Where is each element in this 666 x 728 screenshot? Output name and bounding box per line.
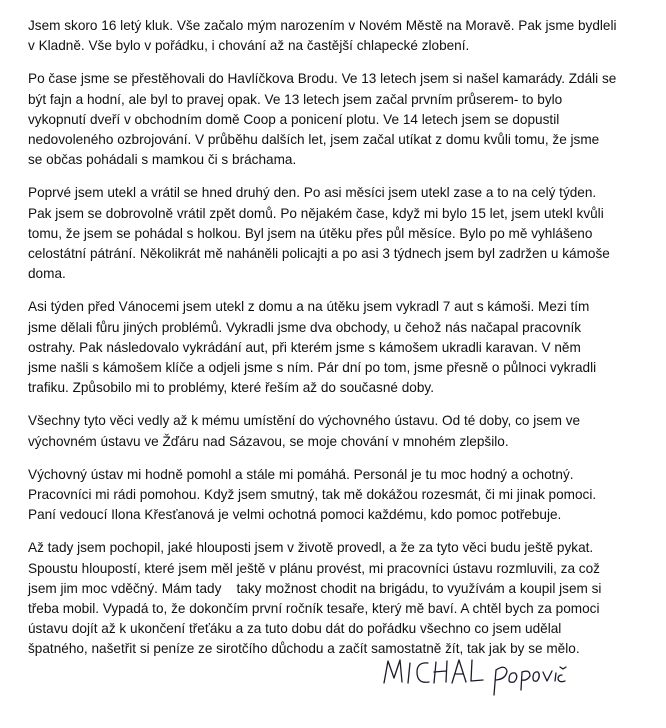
text-line: celostátní pátrání. Několikrát mě naháněli policajti a po asi 3 týdnech jsem byl zadržen u kámoše (28, 246, 610, 262)
text-line: špatného, našetřit si peníze ze sirotčího důchodu a začít samostatně žít, tak jak by se mělo. (28, 641, 580, 657)
text-line: Pracovníci mi rádi pomohou. Když jsem smutný, tak mě dokážou rozesmát, či mi jinak pomoci. (28, 487, 597, 503)
text-line: výchovném ústavu ve Žďáru nad Sázavou, se moje chování v mnohém zlepšilo. (28, 433, 509, 449)
text-line: trafiku. Způsobilo mi to problémy, které řeším až do současné doby. (28, 380, 434, 396)
text-line: doma. (28, 266, 66, 282)
text-line: být fajn a hodní, ale byl to pravej opak. Ve 13 letech jsem začal prvním průserem- to bylo (28, 91, 563, 107)
paragraph-6 (28, 465, 650, 526)
text-line: ústavu dojít až k ukončení třeťáku a za tuto dobu dát do pořádku všechno co jsem udělal (28, 621, 562, 637)
text-line: Pak jsem se dobrovolně vrátil zpět domů. Po nějakém čase, když mi bylo 15 let, jsem utekl kvůli (28, 205, 604, 221)
text-line: Všechny tyto věci vedly až k mému umístění do výchovného ústavu. Od té doby, co jsem ve (28, 413, 581, 429)
paragraph-7 (28, 538, 650, 659)
paragraph-5 (28, 411, 650, 451)
text-line: Poprvé jsem utekl a vrátil se hned druhý den. Po asi měsíci jsem utekl zase a to na celý týden. (28, 185, 597, 201)
text-line: jsem jim moc vděčný. Mám tady taky možnost chodit na brigádu, to využívám a koupil jsem si (28, 580, 602, 596)
text-line: Asi týden před Vánocemi jsem utekl z domu a na útěku jsem vykradl 7 aut s kámoši. Mezi tím (28, 299, 590, 315)
paragraph-4 (28, 297, 650, 398)
text-line: jsme našli s kámošem klíče a odjeli jsme s ním. Pár dní po tom, jsme přesně o půlnoci vykradli (28, 360, 597, 376)
paragraph-2 (28, 69, 650, 170)
text-line: Výchovný ústav mi hodně pomohl a stále mi pomáhá. Personál je tu moc hodný a ochotný. (28, 466, 574, 482)
text-line: vykopnutí dveří v obchodním domě Coop a ponicení plotu. Ve 14 letech jsem se dopustil (28, 111, 560, 127)
text-line: tomu, že jsem se pohádal s holkou. Byl jsem na útěku přes půl měsíce. Bylo po mě vyhlášeno (28, 225, 593, 241)
text-line: třeba mobil. Vypadá to, že dokončím první ročník tesaře, který mě baví. A chtěl bych za pomoci (28, 601, 600, 617)
text-line: Po čase jsme se přestěhovali do Havlíčkova Brodu. Ve 13 letech jsem si našel kamarády. Zdáli se (28, 71, 617, 87)
text-line: Paní vedoucí Ilona Křesťanová je velmi ochotná pomoci každému, kdo pomoc potřebuje. (28, 507, 562, 523)
text-line: Jsem skoro 16 letý kluk. Vše začalo mým narozením v Novém Městě na Moravě. Pak jsme bydleli (28, 18, 617, 33)
text-line: ostrahy. Pak následovalo vykrádání aut, při kterém jsme s kámošem ukradli karavan. V něm (28, 339, 581, 355)
paragraph-1 (28, 16, 650, 56)
text-line: Spoustu hloupostí, které jsem měl ještě v plánu provést, mi pracovníci ústavu rozmluvili, za což (28, 560, 600, 576)
paragraph-3 (28, 183, 650, 284)
letter-body (28, 16, 650, 673)
text-line: jsme dělali fůru jiných problémů. Vykradli jsme dva obchody, u čehož nás načapal pracovník (28, 319, 582, 335)
text-line: nedovoleného ozbrojování. V průběhu dalších let, jsem začal utíkat z domu kvůli tomu, že jsme (28, 132, 600, 148)
text-line: se občas pohádali s mamkou či s bráchama. (28, 152, 297, 168)
text-line: Až tady jsem pochopil, jaké hlouposti jsem v životě provedl, a že za tyto věci budu ještě pykat. (28, 540, 594, 556)
text-line: v Kladně. Vše bylo v pořádku, i chování až na častější chlapecké zlobení. (28, 38, 470, 54)
